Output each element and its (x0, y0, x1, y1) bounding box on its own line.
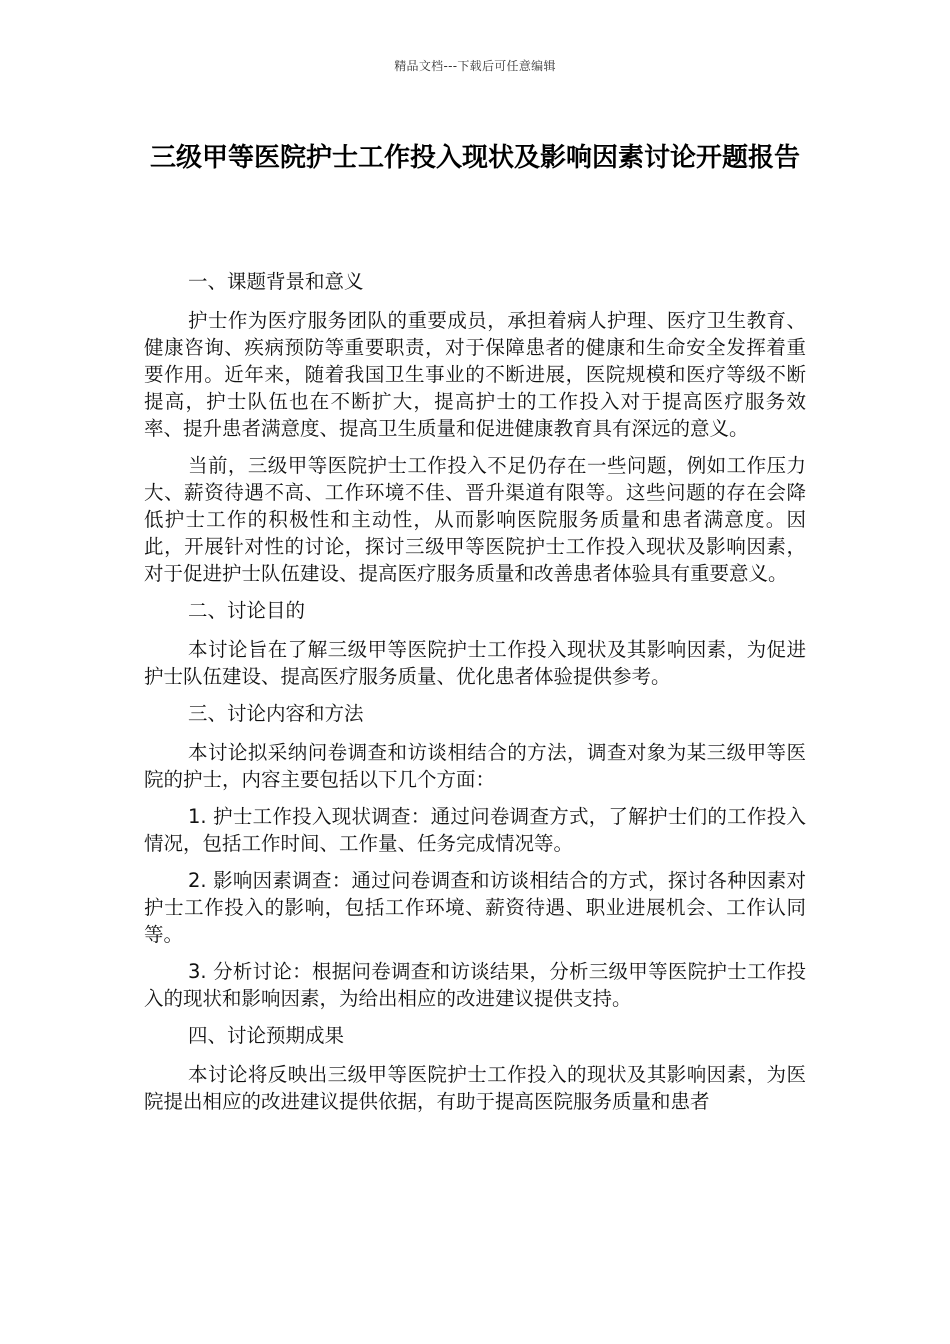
paragraph: 本讨论拟采纳问卷调查和访谈相结合的方法，调查对象为某三级甲等医院的护士，内容主要包括以下几个方面： (144, 741, 806, 791)
document-body (144, 268, 806, 1125)
paragraph: 本讨论旨在了解三级甲等医院护士工作投入现状及其影响因素，为促进护士队伍建设、提高医疗服务质量、优化患者体验提供参考。 (144, 638, 806, 688)
section-heading-outcomes: 四、讨论预期成果 (188, 1024, 345, 1047)
paragraph: 本讨论将反映出三级甲等医院护士工作投入的现状及其影响因素，为医院提出相应的改进建议提供依据，有助于提高医院服务质量和患者 (144, 1063, 806, 1113)
section-heading-background: 一、课题背景和意义 (188, 270, 364, 293)
section-heading-methods: 三、讨论内容和方法 (188, 702, 364, 725)
page-title: 三级甲等医院护士工作投入现状及影响因素讨论开题报告 (149, 143, 800, 173)
list-item: 2. 影响因素调查：通过问卷调查和访谈相结合的方式，探讨各种因素对护士工作投入的影响，包括工作环境、薪资待遇、职业进展机会、工作认同等。 (144, 869, 806, 946)
list-item: 1. 护士工作投入现状调查：通过问卷调查方式，了解护士们的工作投入情况，包括工作时间、工作量、任务完成情况等。 (144, 805, 806, 855)
section-heading-purpose: 二、讨论目的 (188, 599, 306, 622)
paragraph: 当前，三级甲等医院护士工作投入不足仍存在一些问题，例如工作压力大、薪资待遇不高、工作环境不佳、晋升渠道有限等。这些问题的存在会降低护士工作的积极性和主动性，从而影响医院服务质量和患者满意度。因此，开展针对性的讨论，探讨三级甲等医院护士工作投入现状及影响因素，对于促进护士队伍建设、提高医疗服务质量和改善患者体验具有重要意义。 (144, 454, 806, 585)
paragraph: 护士作为医疗服务团队的重要成员，承担着病人护理、医疗卫生教育、健康咨询、疾病预防等重要职责，对于保障患者的健康和生命安全发挥着重要作用。近年来，随着我国卫生事业的不断进展，医院规模和医疗等级不断提高，护士队伍也在不断扩大，提高护士的工作投入对于提高医疗服务效率、提升患者满意度、提高卫生质量和促进健康教育具有深远的意义。 (144, 309, 806, 440)
header-note: 精品文档---下载后可任意编辑 (394, 59, 556, 73)
list-item: 3. 分析讨论：根据问卷调查和访谈结果，分析三级甲等医院护士工作投入的现状和影响因素，为给出相应的改进建议提供支持。 (144, 960, 806, 1010)
